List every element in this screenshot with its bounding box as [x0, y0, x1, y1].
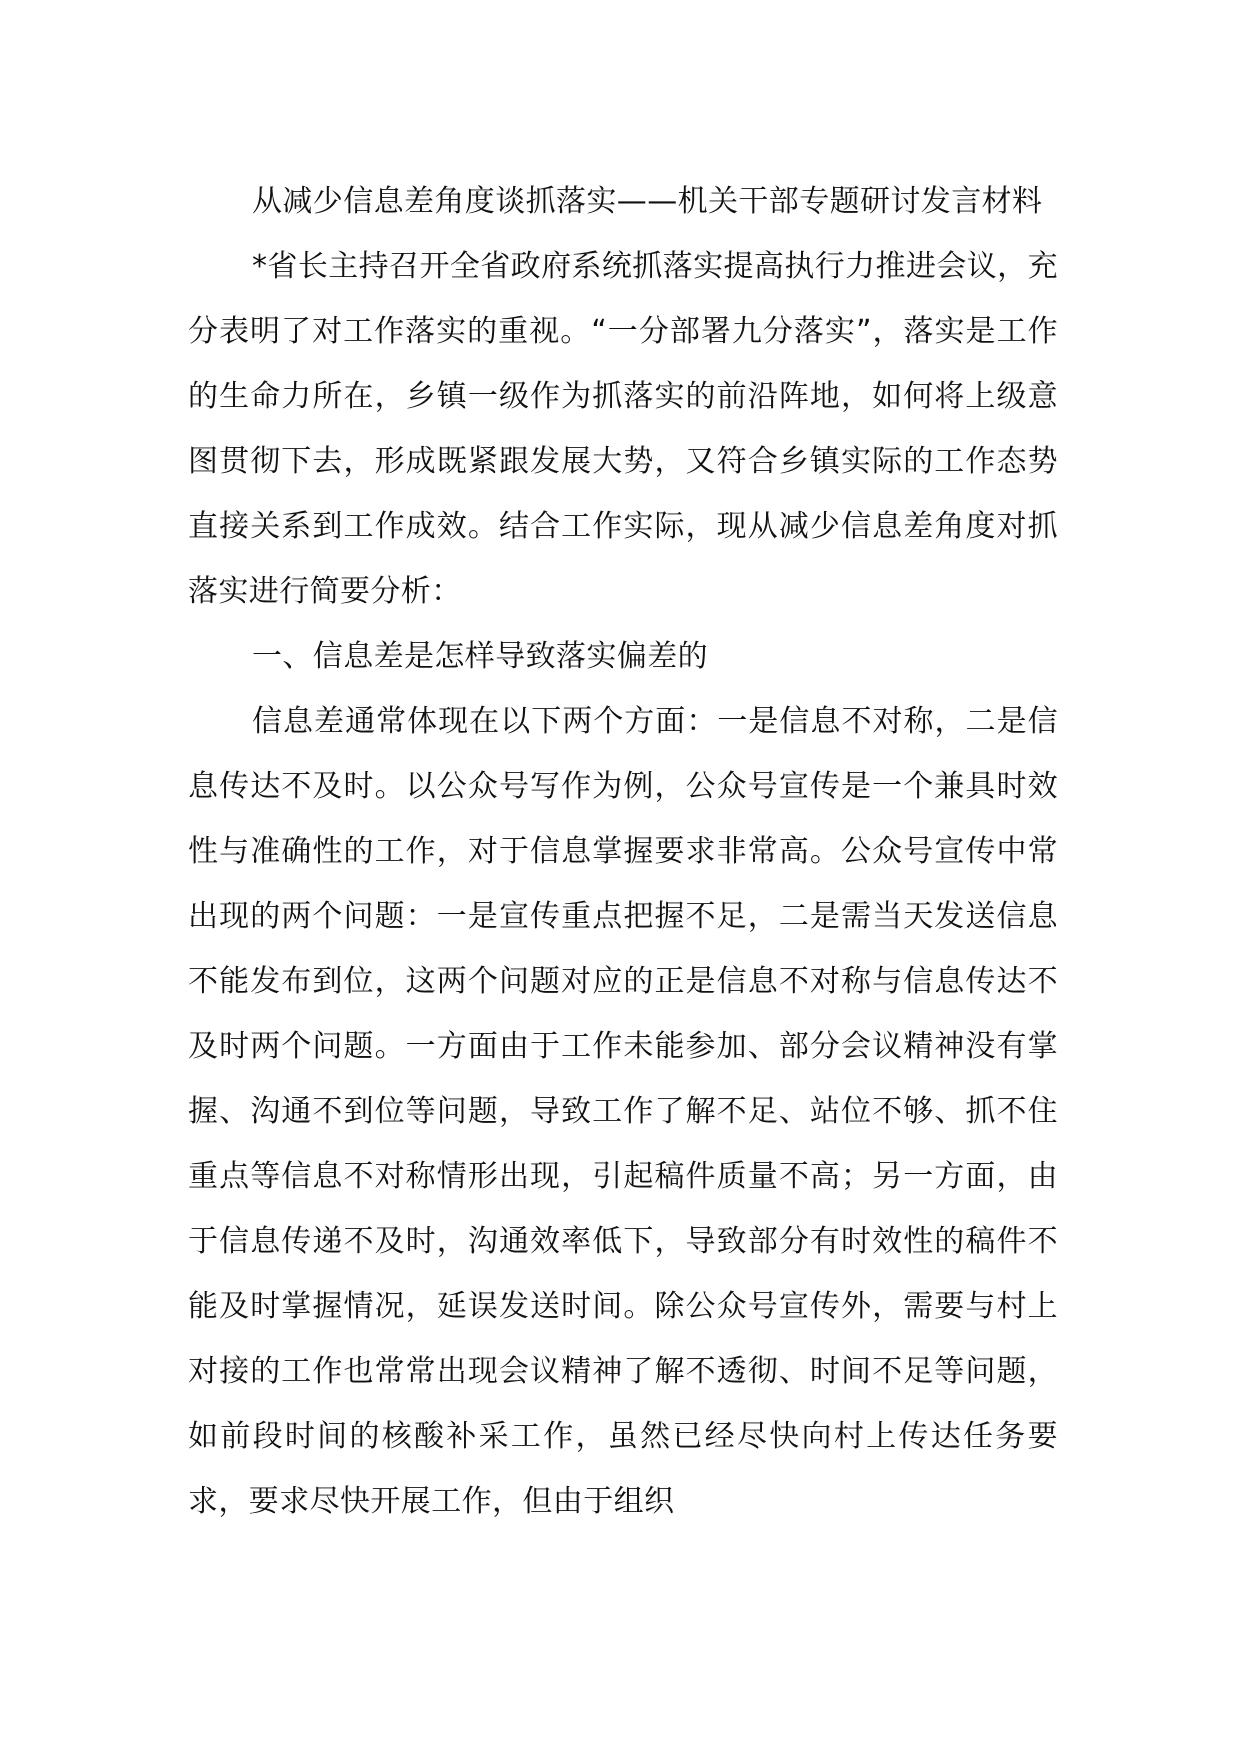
document-body: [188, 169, 1058, 1534]
document-title: 从减少信息差角度谈抓落实——机关干部专题研讨发言材料: [252, 184, 1043, 219]
paragraph-intro: *省长主持召开全省政府系统抓落实提高执行力推进会议，充分表明了对工作落实的重视。“一分部署九分落实”，落实是工作的生命力所在，乡镇一级作为抓落实的前沿阵地，如何将上级意图贯彻下去，形成既紧跟发展大势，又符合乡镇实际的工作态势直接关系到工作成效。结合工作实际，现从减少信息差角度对抓落实进行简要分析：: [188, 249, 1058, 609]
section-heading-1: 一、信息差是怎样导致落实偏差的: [252, 639, 708, 674]
paragraph-info-gap: 信息差通常体现在以下两个方面：一是信息不对称，二是信息传达不及时。以公众号写作为例，公众号宣传是一个兼具时效性与准确性的工作，对于信息掌握要求非常高。公众号宣传中常出现的两个问题：一是宣传重点把握不足，二是需当天发送信息不能发布到位，这两个问题对应的正是信息不对称与信息传达不及时两个问题。一方面由于工作未能参加、部分会议精神没有掌握、沟通不到位等问题，导致工作了解不足、站位不够、抓不住重点等信息不对称情形出现，引起稿件质量不高；另一方面，由于信息传递不及时，沟通效率低下，导致部分有时效性的稿件不能及时掌握情况，延误发送时间。除公众号宣传外，需要与村上对接的工作也常常出现会议精神了解不透彻、时间不足等问题，如前段时间的核酸补采工作，虽然已经尽快向村上传达任务要求，要求尽快开展工作，但由于组织: [188, 704, 1058, 1519]
